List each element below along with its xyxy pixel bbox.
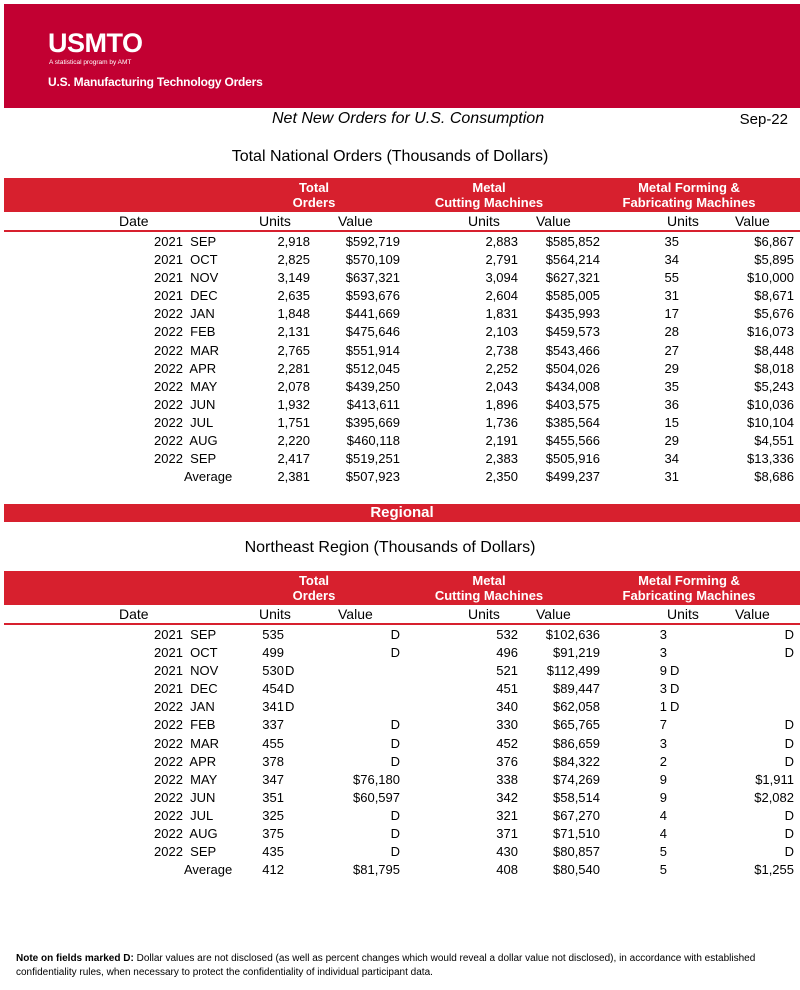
table-row: 2022 MAY 347 $76,180 338 $74,269 9 $1,911 xyxy=(154,771,794,787)
logo-wordmark: USMTO xyxy=(48,28,143,58)
table-row: 2022 FEB 337 D 330 $65,765 7 D xyxy=(154,717,794,733)
table-row: 2022 SEP 2,417 $519,251 2,383 $505,916 34 $13,336 xyxy=(154,451,794,467)
table-row: 2022 JUL 1,751 $395,669 1,736 $385,564 15 $10,104 xyxy=(154,414,794,430)
table-row: 2021 SEP 2,918 $592,719 2,883 $585,852 35 $6,867 xyxy=(154,234,794,249)
table-row: 2021 OCT 499 D 496 $91,219 3 D xyxy=(154,645,794,661)
table-row: 2021 DEC 454 D 451 $89,447 3 D xyxy=(154,681,680,697)
table-row: 2022 SEP 435 D 430 $80,857 5 D xyxy=(154,844,794,860)
northeast-section-title: Northeast Region (Thousands of Dollars) xyxy=(244,539,536,556)
col-total-units: Units xyxy=(259,606,291,622)
table-row: 2022 JAN 341 D 340 $62,058 1 D xyxy=(154,699,680,715)
group-metal-cutting: Metal Cutting Machines xyxy=(434,573,544,603)
col-cut-units: Units xyxy=(468,606,500,622)
col-date: Date xyxy=(119,606,149,622)
footnote-text: Dollar values are not disclosed (as well as percent changes which would reveal a dollar value not disclosed), in accordance with established confidentiality rules, when necessary to protect the confidentiality of individual participant data. xyxy=(16,953,756,978)
col-form-value: Value xyxy=(735,213,770,229)
table-row: 2022 MAR 2,765 $551,914 2,738 $543,466 27 $8,448 xyxy=(154,342,794,358)
table-row: 2021 NOV 530 D 521 $112,499 9 D xyxy=(154,663,680,679)
column-group-header xyxy=(4,178,800,212)
average-row: Average 2,381 $507,923 2,350 $499,237 31 $8,686 xyxy=(184,469,794,485)
table-row: 2022 AUG 375 D 371 $71,510 4 D xyxy=(154,826,794,842)
table-row: 2022 APR 378 D 376 $84,322 2 D xyxy=(154,753,794,769)
table-row: 2022 JUL 325 D 321 $67,270 4 D xyxy=(154,807,794,823)
col-total-units: Units xyxy=(259,213,291,229)
table-row: 2022 JUN 351 $60,597 342 $58,514 9 $2,082 xyxy=(154,789,794,805)
col-form-units: Units xyxy=(667,606,699,622)
table-row: 2022 APR 2,281 $512,045 2,252 $504,026 29 $8,018 xyxy=(154,360,794,376)
group-total-orders: Total Orders xyxy=(292,180,336,210)
col-form-value: Value xyxy=(735,606,770,622)
col-cut-value: Value xyxy=(536,606,571,622)
national-table-body xyxy=(4,232,800,485)
table-row: 2022 FEB 2,131 $475,646 2,103 $459,573 28 $16,073 xyxy=(154,324,794,340)
col-total-value: Value xyxy=(338,606,373,622)
northeast-table-body xyxy=(4,625,800,878)
regional-section-bar: Regional xyxy=(4,504,800,522)
northeast-table-header xyxy=(4,571,800,625)
group-metal-forming: Metal Forming & Fabricating Machines xyxy=(622,573,756,603)
column-headers xyxy=(4,212,800,230)
program-name: U.S. Manufacturing Technology Orders xyxy=(48,75,263,89)
table-row: 2022 MAR 455 D 452 $86,659 3 D xyxy=(154,735,794,751)
table-row: 2022 MAY 2,078 $439,250 2,043 $434,008 35 $5,243 xyxy=(154,378,794,394)
table-row: 2022 JUN 1,932 $413,611 1,896 $403,575 36 $10,036 xyxy=(154,396,794,412)
national-table-header xyxy=(4,178,800,232)
table-row: 2021 OCT 2,825 $570,109 2,791 $564,214 34 $5,895 xyxy=(154,252,794,268)
col-cut-value: Value xyxy=(536,213,571,229)
table-row: 2022 AUG 2,220 $460,118 2,191 $455,566 29 $4,551 xyxy=(154,433,794,449)
group-metal-cutting: Metal Cutting Machines xyxy=(434,180,544,210)
report-title: Net New Orders for U.S. Consumption xyxy=(272,110,545,127)
report-period: Sep-22 xyxy=(739,111,788,128)
header-banner xyxy=(4,4,800,108)
table-row: 2021 NOV 3,149 $637,321 3,094 $627,321 55 $10,000 xyxy=(154,270,794,286)
table-row: 2022 JAN 1,848 $441,669 1,831 $435,993 17 $5,676 xyxy=(154,306,794,322)
column-headers xyxy=(4,605,800,623)
col-total-value: Value xyxy=(338,213,373,229)
col-date: Date xyxy=(119,213,149,229)
usmto-logo xyxy=(48,30,143,66)
logo-tagline: A statistical program by AMT xyxy=(49,59,132,66)
column-group-header xyxy=(4,571,800,605)
group-metal-forming: Metal Forming & Fabricating Machines xyxy=(622,180,756,210)
average-row: Average 412 $81,795 408 $80,540 5 $1,255 xyxy=(184,862,794,878)
table-row: 2021 SEP 535 D 532 $102,636 3 D xyxy=(154,627,794,642)
footnote-label: Note on fields marked D: xyxy=(16,953,134,964)
group-total-orders: Total Orders xyxy=(292,573,336,603)
confidentiality-footnote xyxy=(16,952,786,980)
col-cut-units: Units xyxy=(468,213,500,229)
national-section-title: Total National Orders (Thousands of Dollars) xyxy=(231,148,549,165)
col-form-units: Units xyxy=(667,213,699,229)
table-row: 2021 DEC 2,635 $593,676 2,604 $585,005 31 $8,671 xyxy=(154,288,794,304)
